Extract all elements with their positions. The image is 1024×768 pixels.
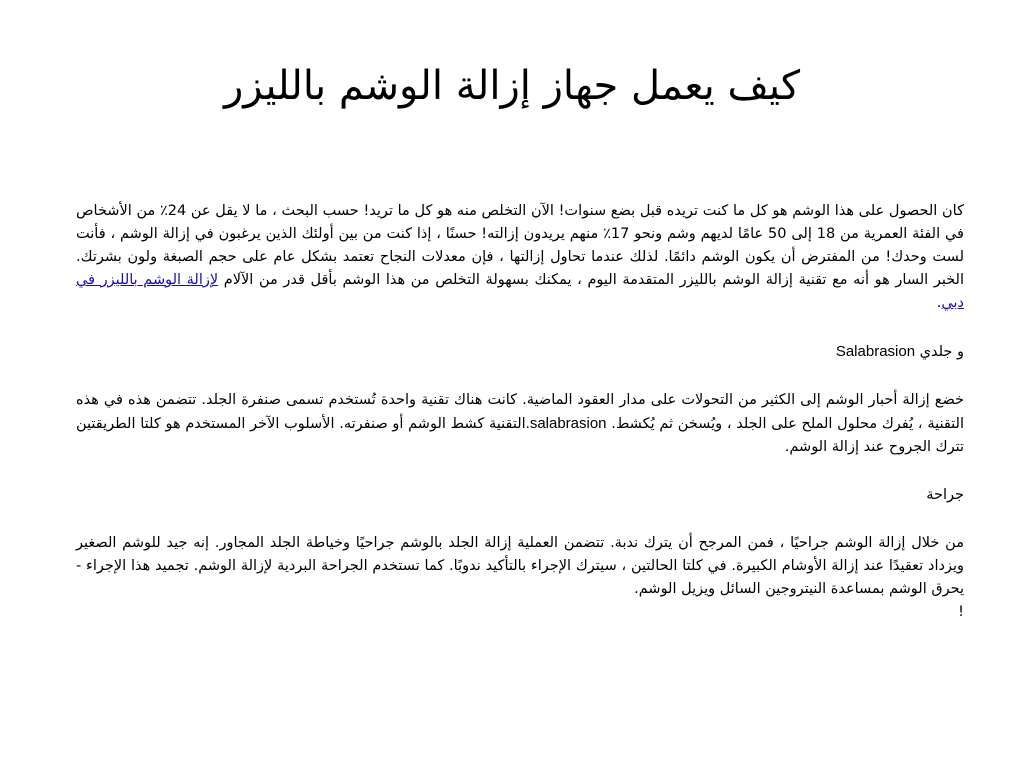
- slide-title: كيف يعمل جهاز إزالة الوشم بالليزر: [223, 63, 801, 109]
- section1-text-b: التقنية كشط الوشم أو صنفرته. الأسلوب الآخر المستخدم هو كلتا الطريقتين تترك الجروح عند إزالة الوشم.: [76, 416, 964, 455]
- laser-removal-dubai-link[interactable]: لإزالة الوشم بالليزر في دبي: [76, 272, 964, 311]
- section1-heading-term: Salabrasion: [835, 343, 916, 360]
- section2-trailing: !: [958, 604, 964, 620]
- section2-heading: جراحة: [926, 487, 964, 503]
- intro-paragraph: [76, 200, 964, 315]
- section1-heading: [76, 340, 964, 364]
- section1-paragraph: [76, 389, 964, 459]
- section1-heading-prefix: و جلدي: [915, 344, 964, 360]
- section1-text-a: خضع إزالة أحبار الوشم إلى الكثير من التحولات على مدار العقود الماضية. كانت هناك تقنية واحدة تُستخدم تسمى صنفرة الجلد. تتضمن هذه في هذه التقنية ، يُفرك محلول الملح على الجلد ، ويُسخن ثم يُكشط.: [76, 392, 964, 432]
- intro-text: كان الحصول على هذا الوشم هو كل ما كنت تريده قبل بضع سنوات! الآن التخلص منه هو كل ما تريد! حسب البحث ، ما لا يقل عن 24٪ من الأشخاص في الفئة العمرية من 18 إلى 50 عامًا لديهم وشم ونحو 17٪ منهم يريدون إزالته! حسنًا ، إذا كنت من بين أولئك الذين يرغبون في إزالة الوشم ، فأنت لست وحدك! من المفترض أن يكون الوشم دائمًا. لذلك عندما تحاول إزالتها ، فإن معدلات النجاح تعتمد بشكل عام على حجم الصبغة ولون بشرتك. الخبر السار هو أنه مع تقنية إزالة الوشم بالليزر المتقدمة اليوم ، يمكنك بسهولة التخلص من هذا الوشم بأقل قدر من الآلام: [76, 203, 964, 288]
- section1-term: salabrasion.: [525, 415, 607, 432]
- section2-paragraph: من خلال إزالة الوشم جراحيًا ، فمن المرجح أن يترك ندبة. تتضمن العملية إزالة الجلد بالوشم جراحيًا وخياطة الجلد المجاور. إنه جيد للوشم الصغير ويزداد تعقيدًا عند إزالة الأوشام الكبيرة. في كلتا الحالتين ، سيترك الإجراء بالتأكيد ندوبًا. كما تستخدم الجراحة البردية لإزالة الوشم. تجميد هذا الإجراء - يحرق الوشم بمساعدة النيتروجين السائل ويزيل الوشم.: [76, 535, 964, 597]
- slide-content: [76, 200, 964, 624]
- intro-end: .: [936, 295, 942, 311]
